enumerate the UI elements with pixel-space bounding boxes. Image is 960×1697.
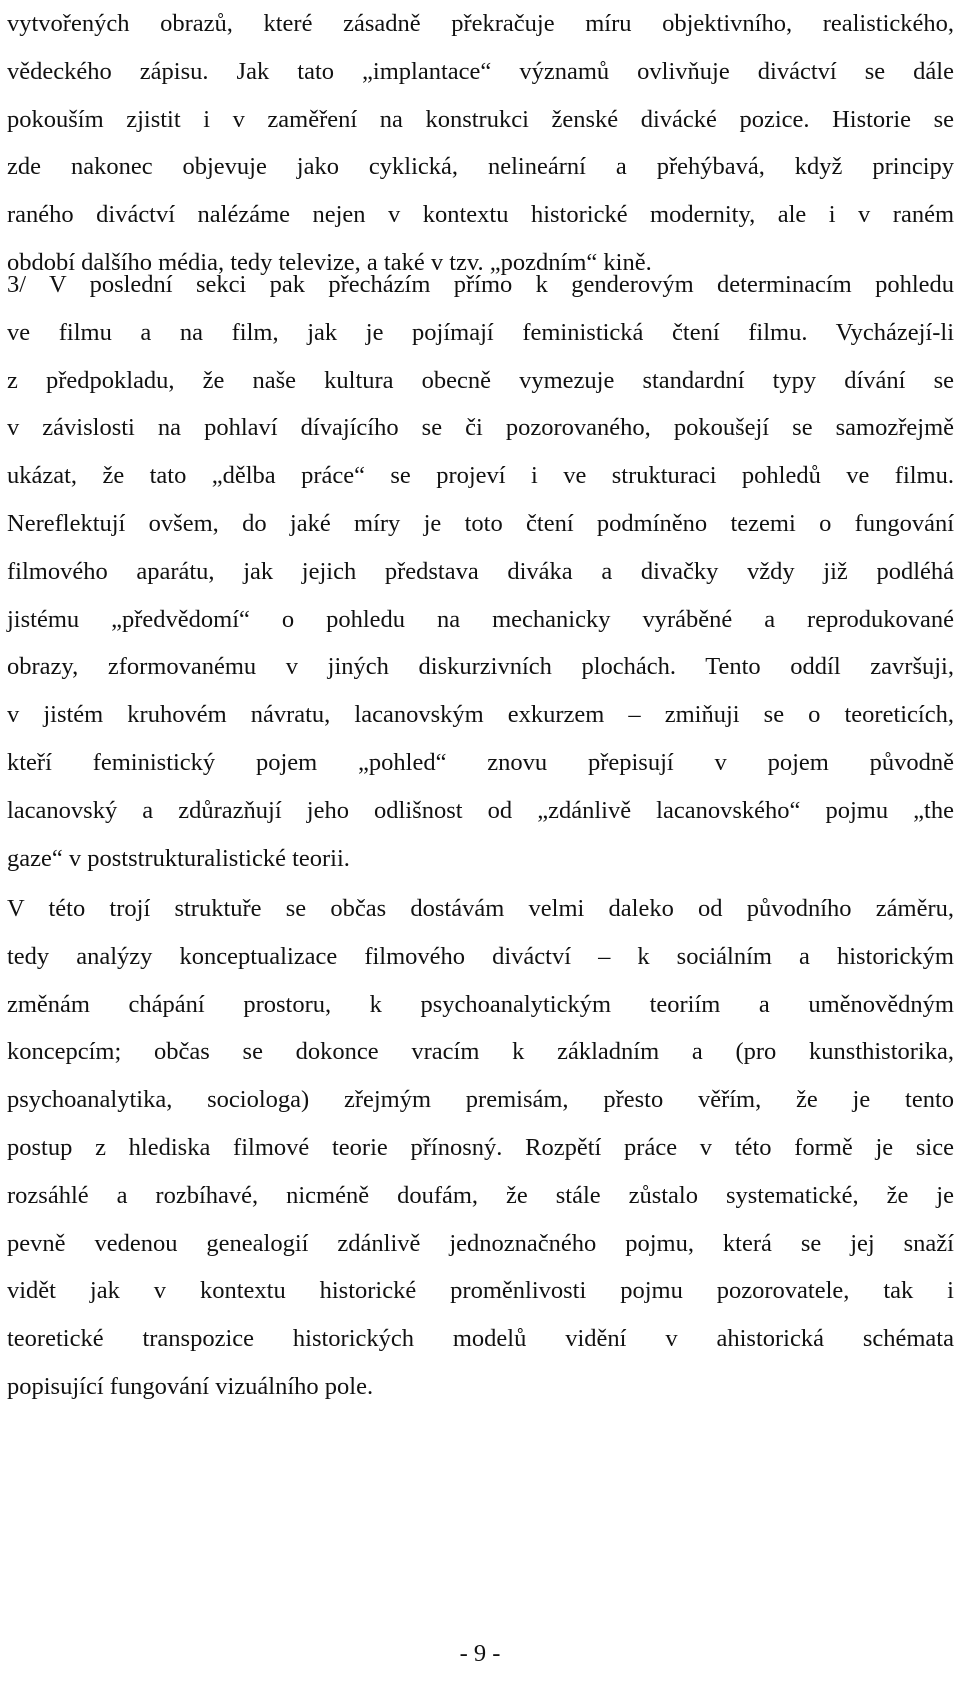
paragraph-2 — [7, 261, 954, 882]
paragraph-1 — [7, 0, 954, 287]
text-line: pevně vedenou genealogií zdánlivě jednoznačného pojmu, která se jej snaží — [7, 1229, 954, 1257]
text-line: teoretické transpozice historických modelů vidění v ahistorická schémata — [7, 1325, 954, 1353]
text-line: zde nakonec objevuje jako cyklická, nelineární a přehýbavá, když principy — [7, 153, 954, 181]
text-line: obrazy, zformovanému v jiných diskurzivních plochách. Tento oddíl završuji, — [7, 653, 954, 681]
page-number: - 9 - — [459, 1640, 501, 1667]
text-line: období dalšího média, tedy televize, a také v tzv. „pozdním“ kině. — [7, 248, 652, 276]
text-line: z předpokladu, že naše kultura obecně vymezuje standardní typy dívání se — [7, 366, 954, 394]
text-line: popisující fungování vizuálního pole. — [7, 1372, 374, 1400]
text-line: rozsáhlé a rozbíhavé, nicméně doufám, že stále zůstalo systematické, že je — [7, 1181, 954, 1209]
text-line: kteří feministický pojem „pohled“ znovu přepisují v pojem původně — [7, 748, 954, 776]
text-line: psychoanalytika, sociologa) zřejmým premisám, přesto věřím, že je tento — [7, 1086, 954, 1114]
text-line: vidět jak v kontextu historické proměnlivosti pojmu pozorovatele, tak i — [7, 1277, 954, 1305]
paragraph-3 — [7, 885, 954, 1411]
text-line: raného diváctví nalézáme nejen v kontextu historické modernity, ale i v raném — [7, 201, 954, 229]
text-line: Nereflektují ovšem, do jaké míry je toto čtení podmíněno tezemi o fungování — [7, 509, 954, 537]
text-line: gaze“ v poststrukturalistické teorii. — [7, 844, 350, 872]
text-line: ve filmu a na film, jak je pojímají feministická čtení filmu. Vycházejí-li — [7, 318, 954, 346]
text-line: v jistém kruhovém návratu, lacanovským exkurzem – zmiňuji se o teoreticích, — [7, 701, 954, 729]
text-line: tedy analýzy konceptualizace filmového diváctví – k sociálním a historickým — [7, 942, 954, 970]
text-line: lacanovský a zdůrazňují jeho odlišnost od „zdánlivě lacanovského“ pojmu „the — [7, 796, 954, 824]
text-line: vědeckého zápisu. Jak tato „implantace“ významů ovlivňuje diváctví se dále — [7, 57, 954, 85]
text-line: jistému „předvědomí“ o pohledu na mechanicky vyráběné a reprodukované — [7, 605, 954, 633]
text-line: pokouším zjistit i v zaměření na konstrukci ženské divácké pozice. Historie se — [7, 105, 954, 133]
text-line: 3/ V poslední sekci pak přecházím přímo k genderovým determinacím pohledu — [7, 271, 954, 298]
text-line: změnám chápání prostoru, k psychoanalytickým teoriím a uměnovědným — [7, 990, 954, 1018]
text-line: koncepcím; občas se dokonce vracím k základním a (pro kunsthistorika, — [7, 1038, 954, 1066]
text-line: v závislosti na pohlaví dívajícího se či pozorovaného, pokoušejí se samozřejmě — [7, 414, 954, 442]
text-line: postup z hlediska filmové teorie přínosný. Rozpětí práce v této formě je sice — [7, 1133, 954, 1161]
text-line: vytvořených obrazů, které zásadně překračuje míru objektivního, realistického, — [7, 10, 954, 37]
text-line: V této trojí struktuře se občas dostávám velmi daleko od původního záměru, — [7, 895, 954, 922]
text-line: filmového aparátu, jak jejich představa diváka a divačky vždy již podléhá — [7, 557, 954, 585]
text-line: ukázat, že tato „dělba práce“ se projeví i ve strukturaci pohledů ve filmu. — [7, 462, 954, 490]
